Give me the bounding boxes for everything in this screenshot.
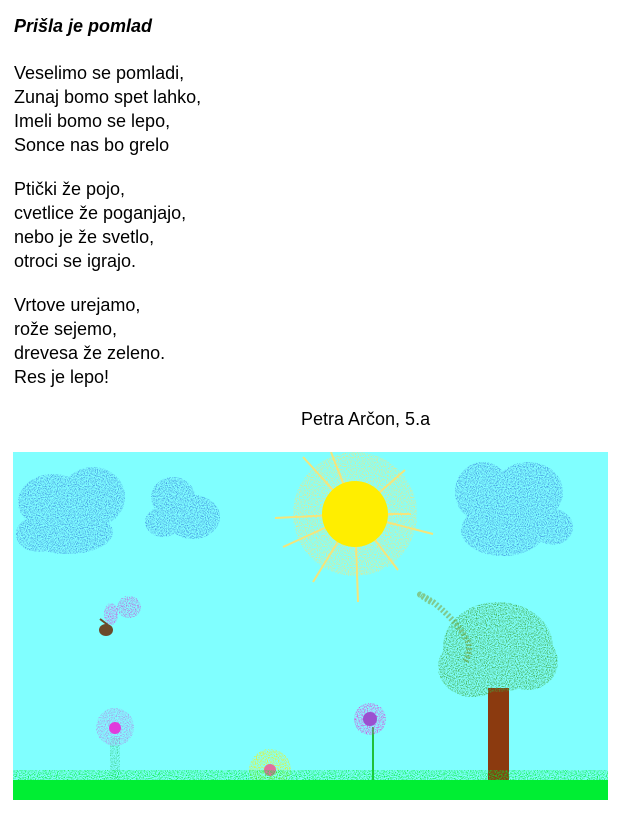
verse-line: Ptički že pojo, <box>14 179 126 199</box>
poem-title: Prišla je pomlad <box>14 16 153 36</box>
verse-line: Imeli bomo se lepo, <box>14 111 171 131</box>
verse-line: Sonce nas bo grelo <box>14 135 170 155</box>
verse-line: Veselimo se pomladi, <box>14 63 185 83</box>
stanza-3 <box>14 293 165 389</box>
stanza-2 <box>14 177 186 273</box>
grass <box>13 770 608 800</box>
verse-line: Res je lepo! <box>14 367 110 387</box>
verse-line: cvetlice že poganjajo, <box>14 203 187 223</box>
cloud <box>16 467 125 554</box>
verse-line: otroci se igrajo. <box>14 251 137 271</box>
cloud <box>455 462 573 556</box>
sun-disc <box>322 481 388 547</box>
verse-line: Vrtove urejamo, <box>14 295 141 315</box>
spring-drawing <box>13 452 608 800</box>
stanza-1 <box>14 61 201 157</box>
tree-trunk <box>488 688 509 780</box>
verse-line: rože sejemo, <box>14 319 118 339</box>
verse-line: drevesa že zeleno. <box>14 343 166 363</box>
author-signature: Petra Arčon, 5.a <box>301 409 431 429</box>
verse-line: nebo je že svetlo, <box>14 227 155 247</box>
verse-line: Zunaj bomo spet lahko, <box>14 87 202 107</box>
